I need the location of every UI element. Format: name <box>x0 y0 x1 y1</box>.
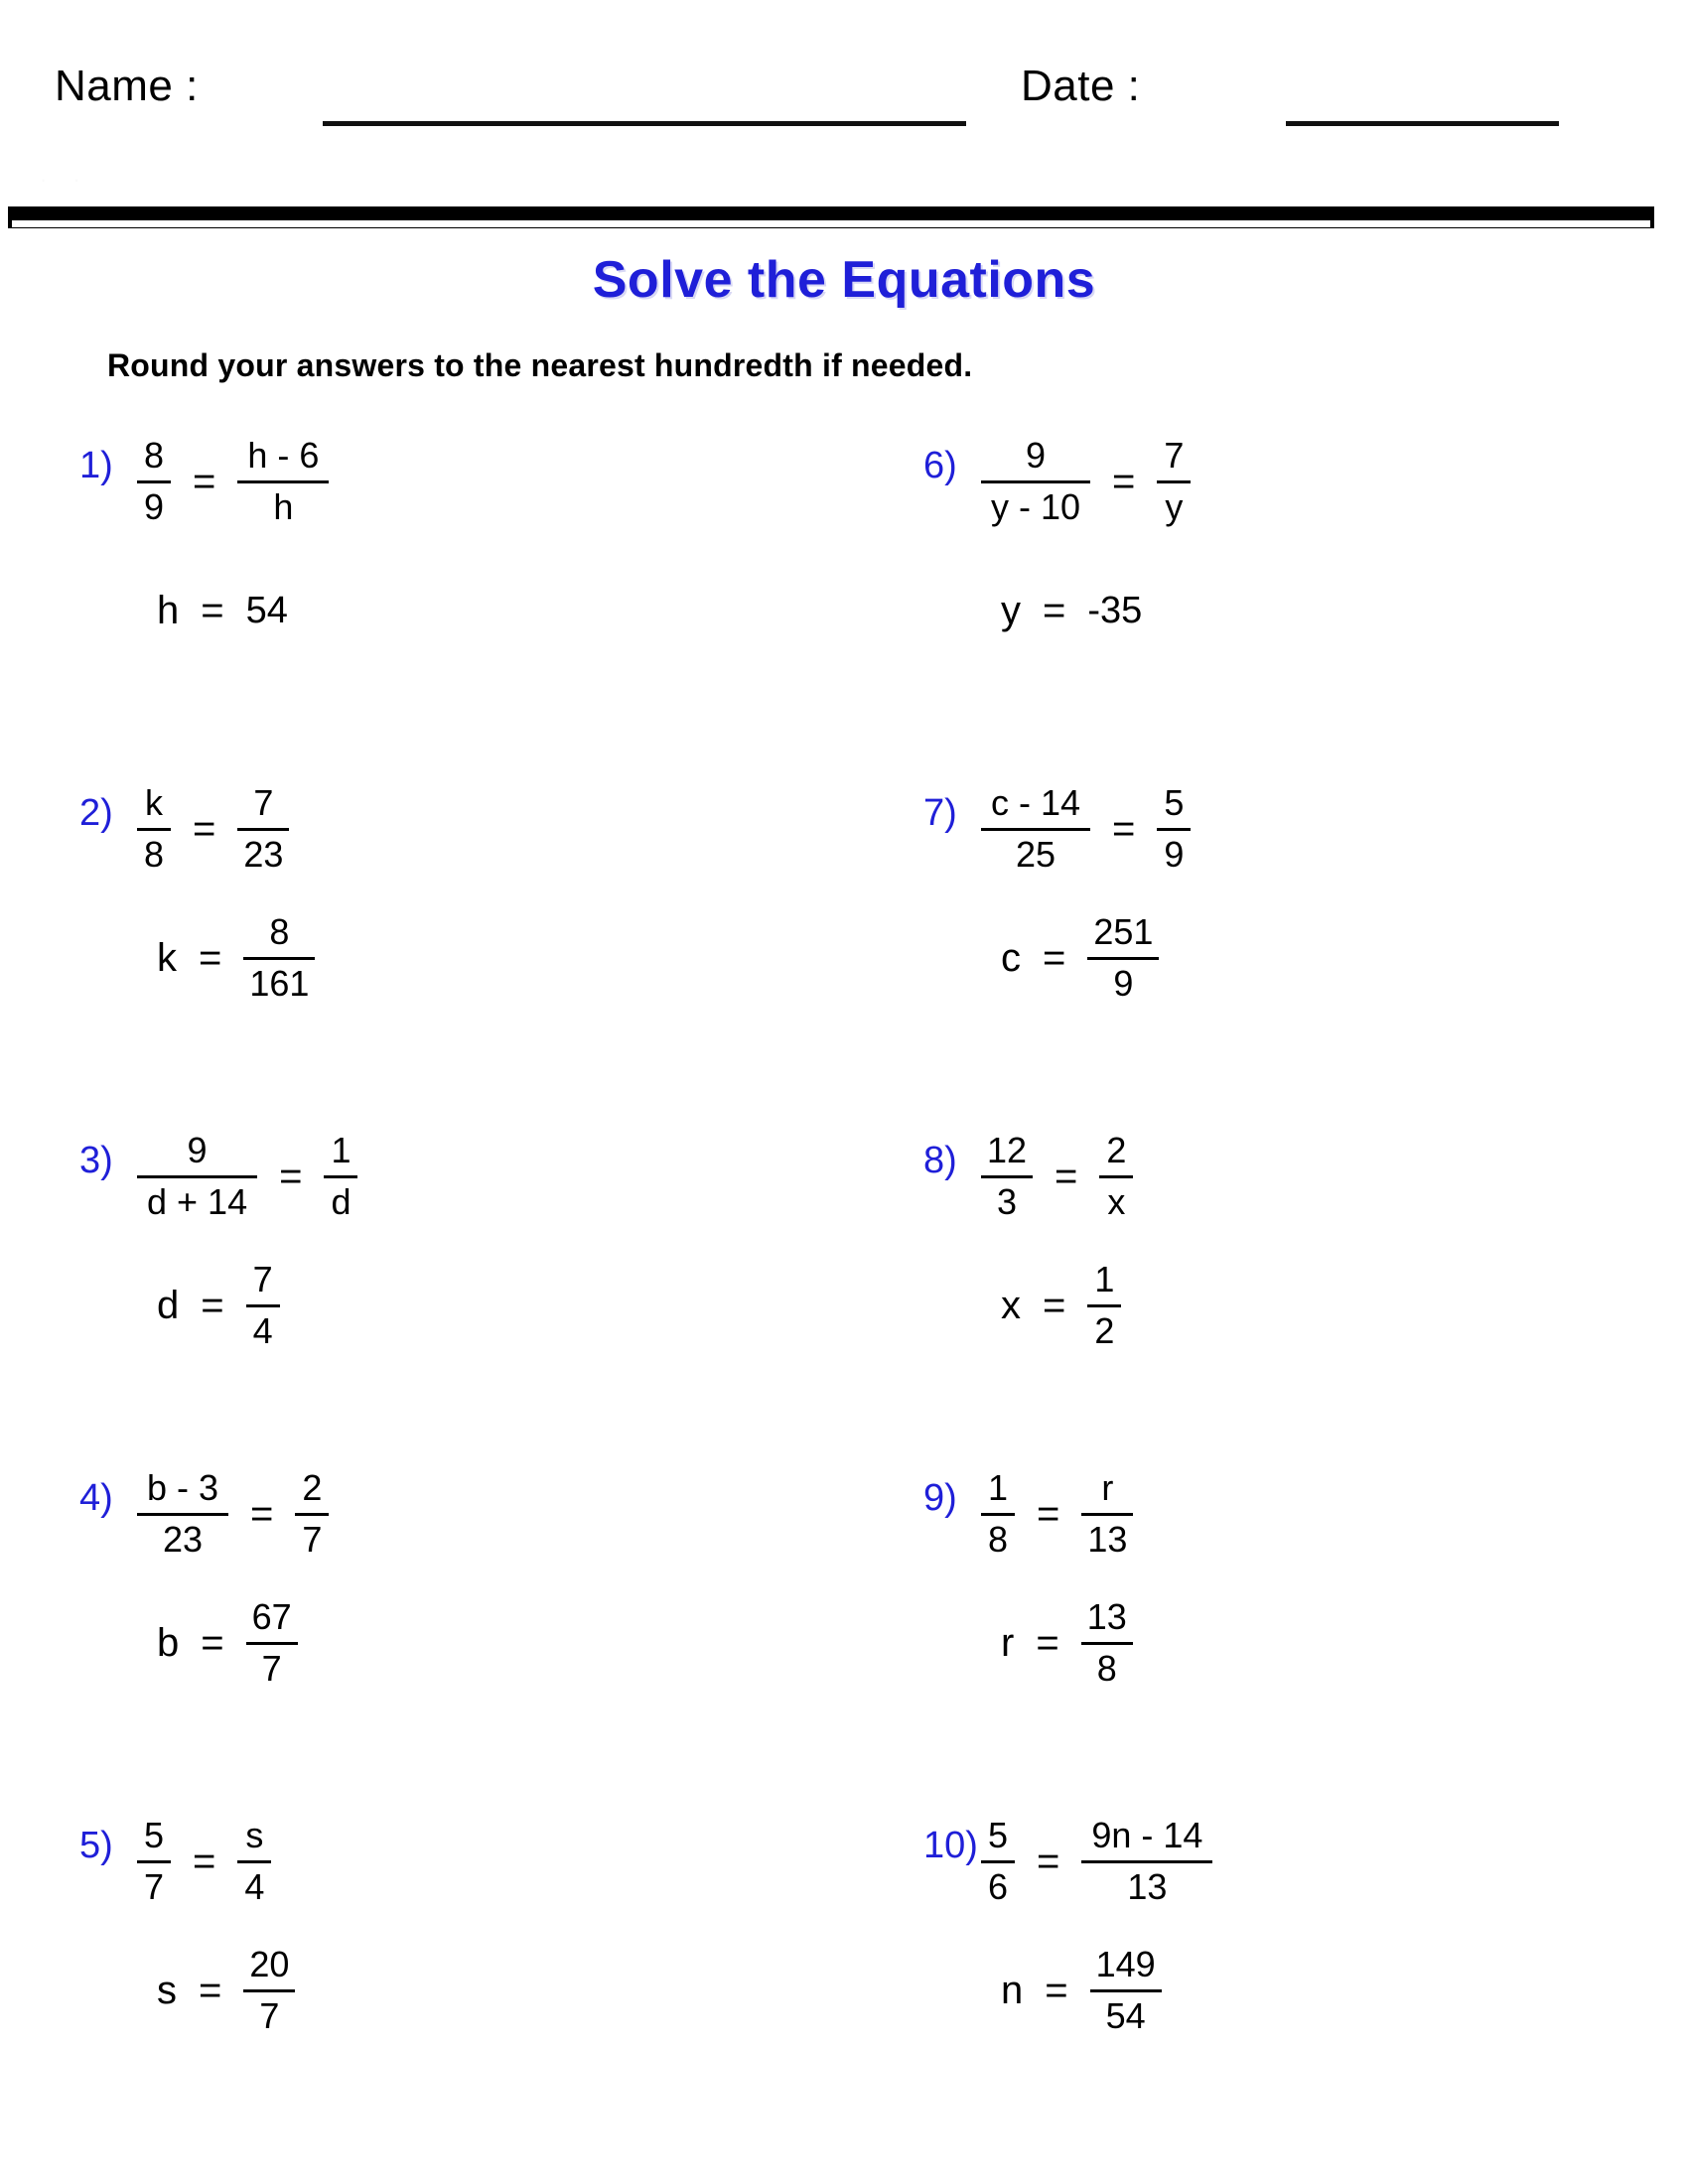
answer <box>157 551 288 670</box>
problem-number: 10) <box>923 1825 978 1866</box>
answer <box>157 1931 295 2050</box>
equation-left-fraction-bar <box>981 1513 1015 1516</box>
equation-left-fraction-bar <box>137 480 171 483</box>
equation <box>137 1112 357 1241</box>
equals-sign: = <box>193 807 216 851</box>
answer-numerator: 8 <box>269 911 290 953</box>
problem-number: 1) <box>79 445 113 486</box>
equation-left-numerator: 12 <box>987 1130 1028 1171</box>
equation-right-numerator: 2 <box>1106 1130 1127 1171</box>
worksheet-header <box>0 0 1688 199</box>
equation-left-fraction <box>137 1131 257 1222</box>
equation <box>981 417 1191 546</box>
problem-number: 9) <box>923 1477 957 1519</box>
equation-left-numerator: k <box>145 782 163 824</box>
answer-equals-sign: = <box>1043 936 1066 980</box>
equals-sign: = <box>1037 1492 1060 1536</box>
equation-right-numerator: s <box>245 1815 264 1856</box>
equation-right-fraction-bar <box>295 1513 329 1516</box>
answer <box>1001 551 1142 670</box>
answer-numerator: 1 <box>1094 1259 1115 1300</box>
equation-left-fraction <box>981 1468 1015 1560</box>
date-label: Date : <box>1021 62 1141 110</box>
answer <box>157 1246 280 1365</box>
equation-right-numerator: 9n - 14 <box>1091 1815 1203 1856</box>
answer-denominator: 2 <box>1094 1309 1115 1351</box>
answer-denominator: 161 <box>249 962 310 1004</box>
equation-left-fraction-bar <box>137 1175 257 1178</box>
equation <box>137 764 289 893</box>
equation-right-fraction-bar <box>1099 1175 1133 1178</box>
answer-numerator: 7 <box>252 1259 273 1300</box>
answer-denominator: 54 <box>1105 1994 1146 2036</box>
page-title: Solve the Equations <box>592 251 1096 309</box>
equation-left-denominator: d + 14 <box>147 1180 248 1222</box>
equation-left-fraction-bar <box>137 1513 228 1516</box>
equals-sign: = <box>1112 460 1136 503</box>
problem-10 <box>923 1797 1678 2144</box>
equation-right-fraction-bar <box>237 480 329 483</box>
answer-equals-sign: = <box>1043 1284 1066 1327</box>
answer-variable: n <box>1001 1969 1024 2012</box>
equation-left-fraction-bar <box>981 1860 1015 1863</box>
equation-left-numerator: 9 <box>1026 435 1047 477</box>
problem-6 <box>923 417 1678 764</box>
answer-fraction <box>1090 1945 1162 2036</box>
equals-sign: = <box>279 1155 303 1198</box>
instruction-text: Round your answers to the nearest hundredth if needed. <box>107 347 973 383</box>
answer-fraction <box>1087 912 1159 1004</box>
equation-left-denominator: 7 <box>143 1865 165 1907</box>
problem-number: 2) <box>79 792 113 834</box>
equals-sign: = <box>1112 807 1136 851</box>
answer-equals-sign: = <box>201 589 224 632</box>
equation-left-numerator: 8 <box>143 435 165 477</box>
equation-left-numerator: c - 14 <box>991 782 1081 824</box>
equation-left-denominator: 6 <box>987 1865 1009 1907</box>
equation-left-fraction-bar <box>137 1860 171 1863</box>
equals-sign: = <box>1055 1155 1078 1198</box>
equation-right-denominator: x <box>1107 1180 1126 1222</box>
equation-right-denominator: h <box>273 485 294 527</box>
equation-right-fraction <box>237 783 289 875</box>
equation-left-denominator: 8 <box>143 833 165 875</box>
answer-equals-sign: = <box>1043 589 1066 632</box>
equation-right-denominator: 4 <box>244 1865 265 1907</box>
answer-numerator: 149 <box>1095 1944 1156 1985</box>
equation-left-fraction-bar <box>981 480 1090 483</box>
faint-watermark-text: · · <box>40 167 90 192</box>
answer-variable: d <box>157 1284 180 1327</box>
equation-left-numerator: 9 <box>187 1130 208 1171</box>
problem-4 <box>79 1449 834 1797</box>
equation-right-fraction-bar <box>1081 1513 1133 1516</box>
equation <box>137 417 329 546</box>
equation <box>981 1112 1133 1241</box>
equation-left-numerator: 5 <box>987 1815 1009 1856</box>
equals-sign: = <box>193 460 216 503</box>
equation-left-denominator: 3 <box>997 1180 1018 1222</box>
answer-numerator: 251 <box>1093 911 1154 953</box>
equation-left-denominator: y - 10 <box>991 485 1081 527</box>
equation-left-denominator: 23 <box>163 1518 204 1560</box>
equation <box>981 764 1191 893</box>
equation-right-numerator: 5 <box>1164 782 1185 824</box>
answer-fraction-bar <box>243 957 315 960</box>
equation-right-fraction <box>1081 1816 1212 1907</box>
problem-8 <box>923 1112 1678 1459</box>
answer-variable: r <box>1001 1621 1015 1665</box>
answer-equals-sign: = <box>199 1969 222 2012</box>
answer-denominator: 4 <box>252 1309 273 1351</box>
equals-sign: = <box>1037 1840 1060 1883</box>
answer-denominator: 8 <box>1096 1647 1117 1689</box>
equation-right-fraction <box>237 436 329 527</box>
answer-fraction-bar <box>246 1642 298 1645</box>
answer <box>1001 1583 1133 1703</box>
equation-left-fraction <box>137 1468 228 1560</box>
answer-denominator: 9 <box>1113 962 1134 1004</box>
equation-right-numerator: 7 <box>1164 435 1185 477</box>
problem-7 <box>923 764 1678 1112</box>
answer <box>157 898 315 1018</box>
equation-right-numerator: 2 <box>302 1467 323 1509</box>
equation-left-denominator: 8 <box>987 1518 1009 1560</box>
answer-fraction-bar <box>1090 1989 1162 1992</box>
equation-left-fraction <box>137 1816 171 1907</box>
equals-sign: = <box>250 1492 274 1536</box>
answer-equals-sign: = <box>201 1621 224 1665</box>
answer-numerator: 13 <box>1086 1596 1127 1638</box>
answer-fraction-bar <box>1087 957 1159 960</box>
equation-left-numerator: b - 3 <box>147 1467 219 1509</box>
answer-variable: h <box>157 589 180 632</box>
equation-left-fraction <box>981 783 1090 875</box>
equation <box>981 1797 1212 1926</box>
name-label: Name : <box>55 62 199 110</box>
answer <box>1001 898 1159 1018</box>
equation-right-fraction <box>324 1131 357 1222</box>
answer-variable: c <box>1001 936 1021 980</box>
equation-right-denominator: 9 <box>1164 833 1185 875</box>
equation-left-fraction <box>981 1131 1033 1222</box>
answer-fraction-bar <box>1087 1304 1121 1307</box>
answer-equals-sign: = <box>199 936 222 980</box>
equation-right-fraction-bar <box>1081 1860 1212 1863</box>
equation-right-fraction <box>237 1816 271 1907</box>
answer-variable: b <box>157 1621 180 1665</box>
problem-9 <box>923 1449 1678 1797</box>
equation-right-numerator: 1 <box>331 1130 352 1171</box>
equation-right-fraction <box>1099 1131 1133 1222</box>
equation-left-fraction <box>137 436 171 527</box>
answer-variable: x <box>1001 1284 1021 1327</box>
problem-number: 5) <box>79 1825 113 1866</box>
header-divider-rule <box>8 206 1654 228</box>
equation-left-fraction <box>981 1816 1015 1907</box>
answer-fraction <box>243 912 315 1004</box>
equation-left-fraction <box>137 783 171 875</box>
equation-left-denominator: 25 <box>1016 833 1056 875</box>
equation-right-fraction <box>1157 783 1191 875</box>
answer-variable: k <box>157 936 177 980</box>
answer <box>1001 1246 1121 1365</box>
name-write-line[interactable] <box>323 121 966 126</box>
equation-left-fraction-bar <box>981 828 1090 831</box>
equation-right-fraction-bar <box>237 828 289 831</box>
equation-right-fraction <box>295 1468 329 1560</box>
problem-number: 7) <box>923 792 957 834</box>
equation-right-fraction <box>1157 436 1191 527</box>
equation-right-fraction-bar <box>324 1175 357 1178</box>
equation-right-fraction-bar <box>1157 480 1191 483</box>
equation-right-fraction-bar <box>237 1860 271 1863</box>
equation <box>137 1449 329 1578</box>
equation-left-numerator: 5 <box>143 1815 165 1856</box>
answer-variable: s <box>157 1969 177 2012</box>
answer-fraction-bar <box>1081 1642 1133 1645</box>
answer-denominator: 7 <box>261 1647 282 1689</box>
equation-right-fraction-bar <box>1157 828 1191 831</box>
answer-fraction <box>243 1945 295 2036</box>
equation-left-fraction <box>981 436 1090 527</box>
answer-denominator: 7 <box>259 1994 280 2036</box>
answer-fraction-bar <box>246 1304 280 1307</box>
problem-number: 6) <box>923 445 957 486</box>
equation-right-fraction <box>1081 1468 1133 1560</box>
answer-fraction <box>1081 1597 1133 1689</box>
problem-number: 4) <box>79 1477 113 1519</box>
answer-equals-sign: = <box>201 1284 224 1327</box>
equation-right-denominator: 7 <box>302 1518 323 1560</box>
date-write-line[interactable] <box>1286 121 1559 126</box>
problem-number: 8) <box>923 1140 957 1181</box>
answer-fraction-bar <box>243 1989 295 1992</box>
problem-1 <box>79 417 834 764</box>
divider-inner-gap <box>12 220 1650 227</box>
problem-number: 3) <box>79 1140 113 1181</box>
equation-right-denominator: 23 <box>243 833 284 875</box>
equation-right-numerator: h - 6 <box>247 435 320 477</box>
answer-numerator: 20 <box>249 1944 290 1985</box>
answer-fraction <box>246 1597 298 1689</box>
equation-right-denominator: 13 <box>1127 1865 1168 1907</box>
problem-5 <box>79 1797 834 2144</box>
answer-fraction <box>1087 1260 1121 1351</box>
answer-equals-sign: = <box>1045 1969 1068 2012</box>
problem-2 <box>79 764 834 1112</box>
equation-left-denominator: 9 <box>143 485 165 527</box>
answer <box>157 1583 298 1703</box>
equation-right-numerator: 7 <box>253 782 274 824</box>
answer-variable: y <box>1001 589 1021 632</box>
equation-left-fraction-bar <box>137 828 171 831</box>
equation <box>137 1797 271 1926</box>
answer-numerator: 67 <box>251 1596 292 1638</box>
equation-right-denominator: d <box>331 1180 352 1222</box>
answer-value: 54 <box>245 590 288 631</box>
answer-value: -35 <box>1087 590 1143 631</box>
equation-left-numerator: 1 <box>987 1467 1009 1509</box>
problem-3 <box>79 1112 834 1459</box>
equals-sign: = <box>193 1840 216 1883</box>
answer-equals-sign: = <box>1036 1621 1059 1665</box>
answer <box>1001 1931 1162 2050</box>
equation <box>981 1449 1133 1578</box>
equation-left-fraction-bar <box>981 1175 1033 1178</box>
answer-fraction <box>246 1260 280 1351</box>
equation-right-denominator: y <box>1165 485 1184 527</box>
equation-right-numerator: r <box>1101 1467 1114 1509</box>
equation-right-denominator: 13 <box>1087 1518 1128 1560</box>
